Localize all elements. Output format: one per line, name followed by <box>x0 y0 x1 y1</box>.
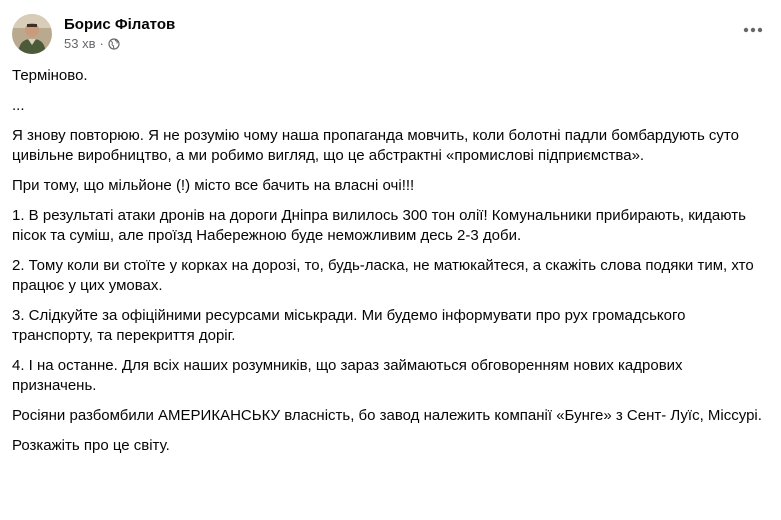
separator-dot: · <box>99 36 104 51</box>
post-paragraph: Терміново. <box>12 67 88 84</box>
post-paragraph: 1. В результаті атаки дронів на дороги Дніпра вилилось 300 тон олії! Комунальники прибирають, кидають пісок та суміш, але проїзд Набережною буде неможливим десь 2-3 доби. <box>12 207 751 244</box>
post-paragraph: Росіяни разбомбили АМЕРИКАНСЬКУ власність, бо завод належить компанії «Бунге» з Сент- Луїс, Міссурі. <box>12 407 762 424</box>
post-paragraph: 2. Тому коли ви стоїте у корках на дорозі, то, будь-ласка, не матюкайтеся, а скажіть слова подяки тим, хто працює у цих умовах. <box>12 257 758 294</box>
author-avatar[interactable] <box>12 14 52 54</box>
post-body <box>12 66 767 466</box>
post-subline <box>64 35 175 53</box>
post-timestamp[interactable]: 53 хв <box>64 36 96 51</box>
author-name[interactable]: Борис Філатов <box>64 16 176 33</box>
more-options-button[interactable] <box>739 18 767 42</box>
post-header <box>12 12 175 56</box>
post-paragraph: Я знову повторюю. Я не розумію чому наша пропаганда мовчить, коли болотні падли бомбардують суто цивільне виробництво, а ми робимо вигляд, що це абстрактні «промислові підприємства». <box>12 127 744 164</box>
post-paragraph: ... <box>12 97 25 114</box>
globe-icon <box>108 38 120 50</box>
avatar-image <box>12 14 52 54</box>
post-paragraph: 3. Слідкуйте за офіційними ресурсами міськради. Ми будемо інформувати про рух громадського транспорту, та перекриття доріг. <box>12 307 690 344</box>
post-paragraph: При тому, що мільйоне (!) місто все бачить на власні очі!!! <box>12 177 415 194</box>
more-horizontal-icon <box>743 27 763 33</box>
post-paragraph: 4. І на останне. Для всіх наших розумників, що зараз займаються обговоренням нових кадрових призначень. <box>12 357 687 394</box>
post-paragraph: Розкажіть про це світу. <box>12 437 170 454</box>
post-meta <box>64 15 175 53</box>
